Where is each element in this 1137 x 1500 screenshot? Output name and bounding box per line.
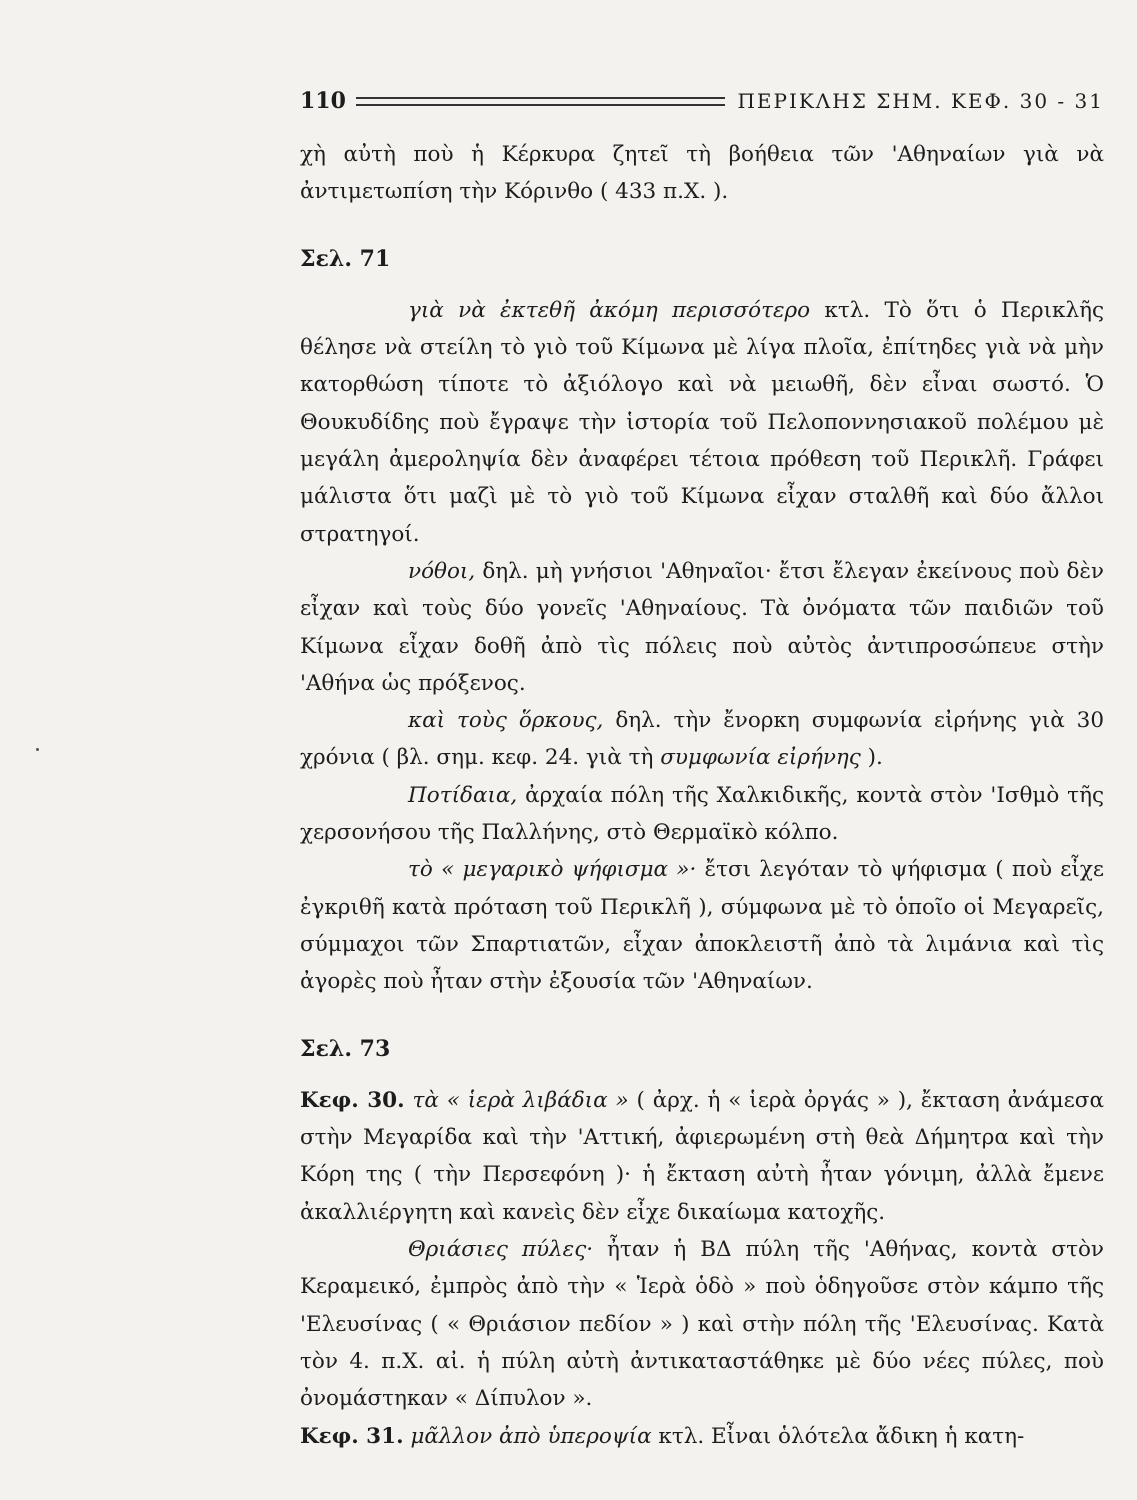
note-lemma: καὶ τοὺς ὅρκους,	[408, 708, 604, 734]
note-paragraph: τὸ « μεγαρικὸ ψήφισμα »· ἔτσι λεγόταν τὸ ψήφισμα ( ποὺ εἶχε ἐγκριθῆ κατὰ πρόταση τοῦ Περικλῆ ), σύμφωνα μὲ τὸ ὁποῖο οἱ Μεγαρεῖς, σύμμαχοι τῶν Σπαρτιατῶν, εἶχαν ἀποκλειστῆ ἀπὸ τὰ λιμάνια καὶ τὶς ἀγορὲς ποὺ ἦταν στὴν ἐξουσία τῶν 'Αθηναίων.	[300, 857, 1104, 995]
chapter-label: Κεφ. 30.	[300, 1087, 405, 1113]
chapter-label: Κεφ. 31.	[300, 1423, 404, 1449]
stray-mark	[36, 748, 39, 751]
running-title: ΠΕΡΙΚΛΗΣ ΣΗΜ. ΚΕΦ. 30 - 31	[737, 89, 1104, 113]
note-lemma: γιὰ νὰ ἐκτεθῆ ἀκόμη περισσότερο	[408, 297, 811, 323]
note-lemma: τὰ « ἱερὰ λιβάδια »	[412, 1087, 629, 1113]
section-heading: Σελ. 71	[300, 245, 391, 272]
page-body	[300, 136, 1104, 1455]
page-header	[300, 86, 1104, 116]
header-rule	[356, 97, 726, 106]
note-lemma: Θριάσιες πύλες·	[408, 1237, 594, 1263]
chapter-note: Κεφ. 31. μᾶλλον ἀπὸ ὑπεροψία κτλ. Εἶναι ὁλότελα ἄδικη ἡ κατη-	[300, 1423, 1025, 1449]
page-number: 110	[300, 88, 346, 114]
italic-phrase: συμφωνία εἰρήνης	[660, 745, 861, 771]
note-lemma: νόθοι,	[408, 558, 476, 584]
section-heading: Σελ. 73	[300, 1035, 391, 1062]
note-paragraph: Θριάσιες πύλες· ἦταν ἡ ΒΔ πύλη τῆς 'Αθήνας, κοντὰ στὸν Κεραμεικό, ἐμπρὸς ἀπὸ τὴν « Ἱερὰ ὁδὸ » ποὺ ὁδηγοῦσε στὸν κάμπο τῆς 'Ελευσίνας ( « Θριάσιον πεδίον » ) καὶ στὴν πόλη τῆς 'Ελευσίνας. Κατὰ τὸν 4. π.Χ. αἰ. ἡ πύλη αὐτὴ ἀντικαταστάθηκε μὲ δύο νέες πύλες, ποὺ ὀνομάστηκαν « Δίπυλον ».	[300, 1237, 1104, 1412]
note-lemma: τὸ « μεγαρικὸ ψήφισμα »·	[408, 857, 697, 883]
note-lemma: Ποτίδαια,	[408, 782, 518, 808]
note-paragraph: καὶ τοὺς ὅρκους, δηλ. τὴν ἔνορκη συμφωνία εἰρήνης γιὰ 30 χρόνια ( βλ. σημ. κεφ. 24. γιὰ τὴ συμφωνία εἰρήνης ).	[300, 708, 1104, 771]
note-paragraph: γιὰ νὰ ἐκτεθῆ ἀκόμη περισσότερο κτλ. Τὸ ὅτι ὁ Περικλῆς θέλησε νὰ στείλη τὸ γιὸ τοῦ Κίμωνα μὲ λίγα πλοῖα, ἐπίτηδες γιὰ νὰ μὴν κατορθώση τίποτε τὸ ἀξιόλογο καὶ νὰ μειωθῆ, δὲν εἶναι σωστό. Ὁ Θουκυδίδης ποὺ ἔγραψε τὴν ἱστορία τοῦ Πελοποννησιακοῦ πολέμου μὲ μεγάλη ἀμεροληψία δὲν ἀναφέρει τέτοια πρόθεση τοῦ Περικλῆ. Γράφει μάλιστα ὅτι μαζὶ μὲ τὸ γιὸ τοῦ Κίμωνα εἶχαν σταλθῆ καὶ δύο ἄλλοι στρατηγοί.	[300, 297, 1104, 547]
note-lemma: μᾶλλον ἀπὸ ὑπεροψία	[410, 1423, 652, 1449]
paragraph: χὴ αὐτὴ ποὺ ἡ Κέρκυρα ζητεῖ τὴ βοήθεια τῶν 'Αθηναίων γιὰ νὰ ἀντιμετωπίση τὴν Κόρινθο ( 433 π.Χ. ).	[300, 142, 1104, 205]
note-paragraph: Ποτίδαια, ἀρχαία πόλη τῆς Χαλκιδικῆς, κοντὰ στὸν 'Ισθμὸ τῆς χερσονήσου τῆς Παλλήνης, στὸ Θερμαϊκὸ κόλπο.	[300, 782, 1104, 846]
chapter-note: Κεφ. 30. τὰ « ἱερὰ λιβάδια » ( ἀρχ. ἡ « ἱερὰ ὀργάς » ), ἔκταση ἀνάμεσα στὴν Μεγαρίδα καὶ τὴν 'Αττική, ἀφιερωμένη στὴ θεὰ Δήμητρα καὶ τὴν Κόρη της ( τὴν Περσεφόνη )· ἡ ἔκταση αὐτὴ ἦταν γόνιμη, ἀλλὰ ἔμενε ἀκαλλιέργητη καὶ κανεὶς δὲν εἶχε δικαίωμα κατοχῆς.	[300, 1087, 1104, 1225]
note-paragraph: νόθοι, δηλ. μὴ γνήσιοι 'Αθηναῖοι· ἔτσι ἔλεγαν ἐκείνους ποὺ δὲν εἶχαν καὶ τοὺς δύο γονεῖς 'Αθηναίους. Τὰ ὀνόματα τῶν παιδιῶν τοῦ Κίμωνα εἶχαν δοθῆ ἀπὸ τὶς πόλεις ποὺ αὐτὸς ἀντιπροσώπευε στὴν 'Αθήνα ὡς πρόξενος.	[300, 558, 1104, 696]
